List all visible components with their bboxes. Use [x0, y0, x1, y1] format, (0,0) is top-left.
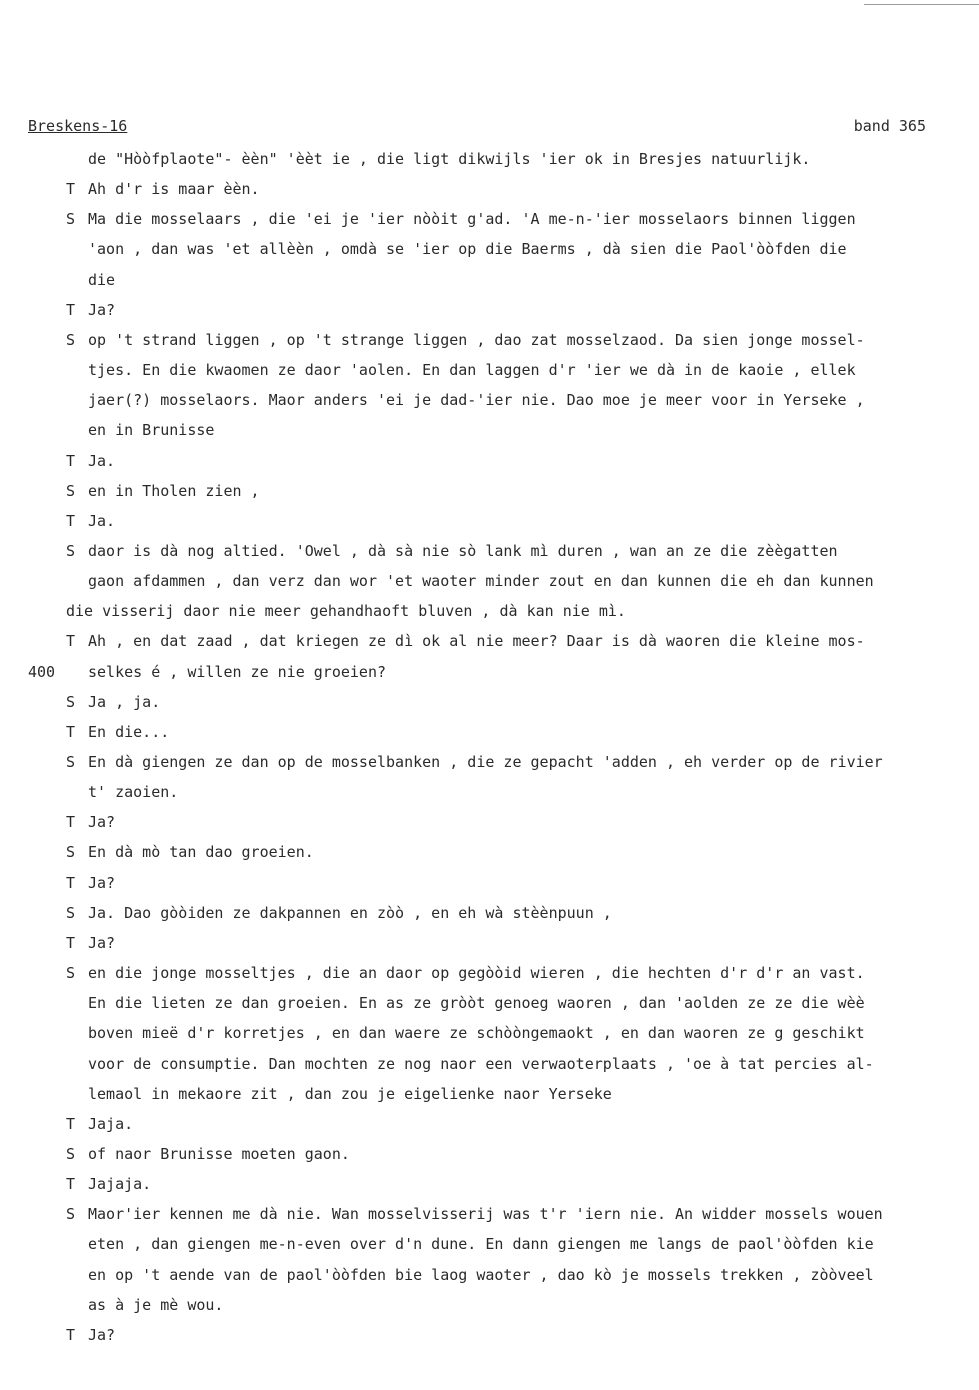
top-rule: [864, 4, 979, 5]
line-text: boven mieë d'r korretjes , en dan waere ze schòòngemaokt , en dan waoren ze g geschikt: [88, 1024, 865, 1043]
speaker-label: T: [66, 511, 76, 530]
line-text: Ja?: [88, 873, 116, 892]
line-text: Ma die mosselaars , die 'ei je 'ier nòòit g'ad. 'A me-n-'ier mosselaors binnen liggen: [88, 210, 856, 229]
line-text: selkes é , willen ze nie groeien?: [88, 662, 387, 681]
speaker-label: S: [66, 1144, 76, 1163]
line-text: gaon afdammen , dan verz dan wor 'et waoter minder zout en dan kunnen die eh dan kunnen: [88, 572, 874, 591]
speaker-label: T: [66, 1114, 76, 1133]
line-text: Ja?: [88, 300, 116, 319]
line-number: 400: [28, 662, 56, 681]
line-text: op 't strand liggen , op 't strange liggen , dao zat mosselzaod. Da sien jonge mossel-: [88, 330, 865, 349]
line-text: en die jonge mosseltjes , die an daor op gegòòid wieren , die hechten d'r d'r an vast.: [88, 964, 865, 983]
line-text: Jaja.: [88, 1114, 134, 1133]
speaker-label: S: [66, 843, 76, 862]
speaker-label: T: [66, 632, 76, 651]
line-text: jaer(?) mosselaors. Maor anders 'ei je dad-'ier nie. Dao moe je meer voor in Yerseke ,: [88, 391, 865, 410]
speaker-label: T: [66, 873, 76, 892]
speaker-label: S: [66, 541, 76, 560]
line-text: de "Hòòfplaote"- èèn" 'èèt ie , die ligt dikwijls 'ier ok in Bresjes natuurlijk.: [88, 150, 811, 168]
line-text: Ja?: [88, 933, 116, 952]
line-text: en in Brunisse: [88, 421, 215, 440]
line-text: 'aon , dan was 'et allèèn , omdà se 'ier op die Baerms , dà sien die Paol'òòfden die: [88, 240, 847, 259]
line-text: Ja?: [88, 1325, 116, 1344]
line-text: Ja , ja.: [88, 692, 161, 711]
line-text: En die...: [88, 722, 170, 741]
speaker-label: T: [66, 1325, 76, 1344]
speaker-label: S: [66, 330, 76, 349]
speaker-label: S: [66, 1205, 76, 1224]
line-text: Ja.: [88, 451, 116, 470]
line-text: voor de consumptie. Dan mochten ze nog naor een verwaoterplaats , 'oe à tat percies al-: [88, 1054, 874, 1073]
speaker-label: S: [66, 692, 76, 711]
page-header: [28, 117, 926, 141]
line-text: en op 't aende van de paol'òòfden bie laog waoter , dao kò je mossels trekken , zòòveel: [88, 1265, 874, 1284]
line-text: Ah d'r is maar èèn.: [88, 180, 260, 199]
speaker-label: T: [66, 300, 76, 319]
line-text: En dà mò tan dao groeien.: [88, 843, 314, 862]
line-text: Ja. Dao gòòiden ze dakpannen en zòò , en eh wà stèènpuun ,: [88, 903, 612, 922]
speaker-label: T: [66, 451, 76, 470]
speaker-label: T: [66, 813, 76, 832]
line-text: eten , dan giengen me-n-even over d'n dune. En dann giengen me langs de paol'òòfden kie: [88, 1235, 874, 1254]
line-text: lemaol in mekaore zit , dan zou je eigelienke naor Yerseke: [88, 1084, 612, 1103]
speaker-label: S: [66, 481, 76, 500]
line-text: of naor Brunisse moeten gaon.: [88, 1144, 350, 1163]
line-text: t' zaoien.: [88, 783, 179, 802]
speaker-label: S: [66, 964, 76, 983]
speaker-label: S: [66, 903, 76, 922]
line-text: tjes. En die kwaomen ze daor 'aolen. En dan laggen d'r 'ier we dà in de kaoie , ellek: [88, 361, 856, 380]
tape-number: band 365: [853, 117, 926, 135]
line-text: daor is dà nog altied. 'Owel , dà sà nie sò lank mì duren , wan an ze die zèègatten: [88, 541, 838, 560]
speaker-label: T: [66, 180, 76, 199]
line-text: Ja.: [88, 511, 116, 530]
line-text: die visserij daor nie meer gehandhaoft bluven , dà kan nie mì.: [66, 602, 626, 621]
line-text: Ja?: [88, 813, 116, 832]
line-text: Ah , en dat zaad , dat kriegen ze dì ok al nie meer? Daar is dà waoren die kleine mos-: [88, 632, 865, 651]
document-id: Breskens-16: [28, 117, 128, 135]
line-text: as à je mè wou.: [88, 1295, 224, 1314]
line-text: En die lieten ze dan groeien. En as ze gròòt genoeg waoren , dan 'aolden ze ze die wèè: [88, 994, 865, 1013]
line-text: Jajaja.: [88, 1175, 152, 1194]
speaker-label: S: [66, 753, 76, 771]
line-text: En dà giengen ze dan op de mosselbanken , die ze gepacht 'adden , eh verder op de rivier: [88, 753, 883, 771]
speaker-label: T: [66, 722, 76, 741]
line-text: die: [88, 270, 116, 289]
speaker-label: T: [66, 1175, 76, 1194]
line-text: en in Tholen zien ,: [88, 481, 260, 500]
speaker-label: T: [66, 933, 76, 952]
line-text: Maor'ier kennen me dà nie. Wan mosselvisserij was t'r 'iern nie. An widder mossels wouen: [88, 1205, 883, 1224]
speaker-label: S: [66, 210, 76, 229]
